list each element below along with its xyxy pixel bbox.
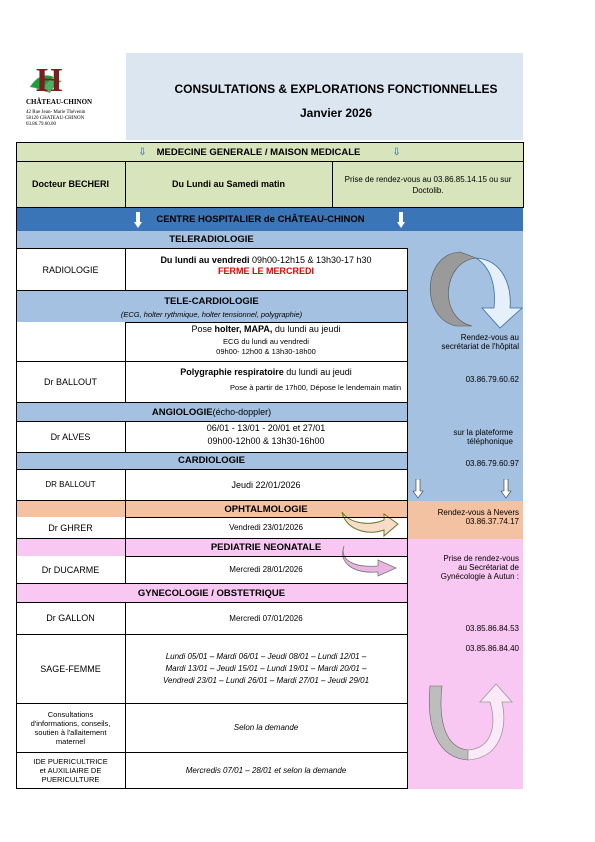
teleradio-section-title: TELERADIOLOGIE	[169, 234, 254, 245]
polygraphie-pose: Pose à partir de 17h00, Dépose le lendemain matin	[230, 383, 401, 392]
medecine-section-header	[16, 143, 523, 161]
right-panel-rdv	[407, 333, 523, 351]
pediatrie-left-band	[16, 539, 125, 556]
consult-line-1: Consultations	[47, 709, 94, 719]
telecardio-section-title: TELE-CARDIOLOGIE	[164, 295, 259, 307]
radiologie-days: Du lundi au vendredi	[160, 255, 250, 265]
arrow-down-white-icon	[397, 212, 405, 228]
sf-dates-line-3: Vendredi 23/01 – Lundi 26/01 – Mardi 27/01 – Jeudi 29/01	[162, 676, 370, 685]
telecardio-doctor: Dr BALLOUT	[43, 376, 97, 387]
telecardio-pose	[125, 324, 407, 356]
telecardio-subtitle: (ECG, holter rythmique, holter tensionnel, polygraphie)	[120, 310, 303, 319]
ide-line-2: et AUXILIAIRE DE	[39, 765, 102, 775]
page-title: CONSULTATIONS & EXPLORATIONS FONCTIONNELLES	[174, 82, 498, 96]
arrow-down-icon: ⇩	[138, 146, 147, 158]
nevers-phone: 03.86.37.74.17	[465, 517, 519, 526]
ch-band-title: CENTRE HOSPITALIER de CHÂTEAU-CHINON	[156, 214, 365, 225]
autun-line-2: au Secrétariat de	[458, 563, 519, 572]
angio-schedule	[125, 423, 407, 446]
medecine-contact: Prise de rendez-vous au 03.86.85.14.15 ou sur Doctolib.	[344, 175, 512, 195]
logo	[24, 64, 124, 134]
angio-section-sub: (écho-doppler)	[212, 407, 272, 417]
angio-doctor: Dr ALVES	[50, 431, 91, 442]
angio-dates: 06/01 - 13/01 - 20/01 et 27/01	[206, 423, 326, 433]
polygraphie-label: Polygraphie respiratoire	[180, 367, 284, 377]
angio-section-title: ANGIOLOGIE	[151, 406, 213, 418]
plateforme-line-1: sur la plateforme	[453, 428, 513, 437]
cardio-doctor: DR BALLOUT	[45, 480, 96, 489]
radiologie-label: RADIOLOGIE	[42, 264, 99, 275]
address-line-3: 03.86.79.60.00	[26, 122, 56, 127]
cardio-date: Jeudi 22/01/2026	[231, 479, 301, 490]
curved-arrow-top-icon	[412, 248, 524, 330]
phone-autun-2: 03.85.86.84.40	[465, 644, 519, 653]
ophtalmo-left-band	[16, 501, 125, 517]
arrow-down-icon: ⇩	[392, 146, 401, 158]
right-panel-plateforme	[407, 428, 523, 446]
phone-plateforme: 03.86.79.60.97	[465, 459, 519, 468]
medecine-schedule: Du Lundi au Samedi matin	[171, 179, 285, 189]
sf-dates-line-2: Mardi 13/01 – Jeudi 15/01 – Lundi 19/01 – Mardi 20/01 –	[165, 664, 367, 673]
arrow-down-right-bottom-icon	[412, 479, 424, 499]
right-panel-autun	[407, 554, 523, 581]
rdv-line-2: secrétariat de l'hôpital	[441, 342, 519, 351]
autun-line-3: Gynécologie à Autun :	[440, 572, 519, 581]
ophtalmo-date: Vendredi 23/01/2026	[229, 523, 303, 532]
sf-dates-line-1: Lundi 05/01 – Mardi 06/01 – Jeudi 08/01 – Lundi 12/01 –	[165, 652, 367, 661]
ide-line-1: IDE PUERICULTRICE	[33, 756, 108, 766]
radiologie-schedule	[125, 255, 407, 289]
pose-holter: holter, MAPA,	[214, 324, 273, 334]
autun-line-1: Prise de rendez-vous	[443, 554, 519, 563]
pediatrie-date: Mercredi 28/01/2026	[229, 565, 303, 574]
consultations-label	[16, 703, 125, 752]
sage-femme-label: SAGE-FEMME	[40, 663, 101, 674]
consult-line-4: maternel	[55, 736, 86, 746]
arrow-down-left-bottom-icon	[500, 479, 512, 499]
angio-section-header	[16, 403, 407, 421]
arrow-down-white-icon	[134, 212, 142, 228]
ecg-hours: 09h00- 12h00 & 13h30-18h00	[216, 347, 316, 356]
logo-letter: H	[36, 62, 63, 99]
medecine-section-title: MEDECINE GENERALE / MAISON MEDICALE	[156, 146, 361, 158]
plateforme-line-2: téléphonique	[467, 437, 513, 446]
sage-femme-dates	[125, 634, 407, 703]
polygraphie	[125, 367, 407, 392]
consult-line-3: soutien à l'allaitement	[34, 727, 107, 737]
address-line-1: 42 Rue Jean- Marie Thévenin	[26, 110, 86, 115]
phone-hospital: 03.86.79.60.62	[465, 375, 519, 384]
pose-days: du lundi au jeudi	[272, 324, 341, 334]
rdv-line-1: Rendez-vous au	[460, 333, 519, 342]
logo-name: CHÂTEAU-CHINON	[26, 98, 93, 106]
gyneco-date: Mercredi 07/01/2026	[229, 613, 303, 623]
ophtalmo-doctor: Dr GHRER	[48, 522, 93, 533]
right-panel-nevers	[407, 508, 523, 526]
radiologie-hours: 09h00-12h15 & 13h30-17 h30	[249, 255, 372, 265]
pediatrie-doctor: Dr DUCARME	[41, 564, 100, 575]
ch-band-header	[16, 208, 523, 231]
consultations-value: Selon la demande	[233, 723, 299, 732]
pediatrie-section-title: PEDIATRIE NEONATALE	[210, 542, 322, 553]
ide-line-3: PUERICULTURE	[41, 774, 100, 784]
ophtalmo-section-title: OPHTALMOLOGIE	[224, 503, 308, 515]
gyneco-doctor: Dr GALLON	[46, 613, 95, 623]
ecg-days: ECG du lundi au vendredi	[223, 337, 309, 346]
medecine-doctor: Docteur BECHERI	[31, 179, 109, 189]
radiologie-closed: FERME LE MERCREDI	[217, 266, 314, 276]
pose-text: Pose	[191, 324, 215, 334]
cardio-section-title: CARDIOLOGIE	[177, 455, 246, 466]
ide-value: Mercredis 07/01 – 28/01 et selon la demande	[185, 765, 347, 775]
address-line-2: 58120 CHATEAU-CHINON	[26, 116, 85, 121]
polygraphie-days: du lundi au jeudi	[283, 367, 352, 377]
phone-autun-1: 03.85.86.84.53	[465, 624, 519, 633]
consult-line-2: d'informations, conseils,	[30, 718, 111, 728]
nevers-line-1: Rendez-vous à Nevers	[437, 508, 519, 517]
page-subtitle: Janvier 2026	[299, 106, 373, 120]
curved-arrow-gyneco-icon	[424, 682, 516, 764]
ide-label	[16, 752, 125, 788]
gyneco-section-title: GYNECOLOGIE / OBSTETRIQUE	[137, 587, 286, 599]
angio-hours: 09h00-12h00 & 13h30-16h00	[207, 436, 325, 446]
